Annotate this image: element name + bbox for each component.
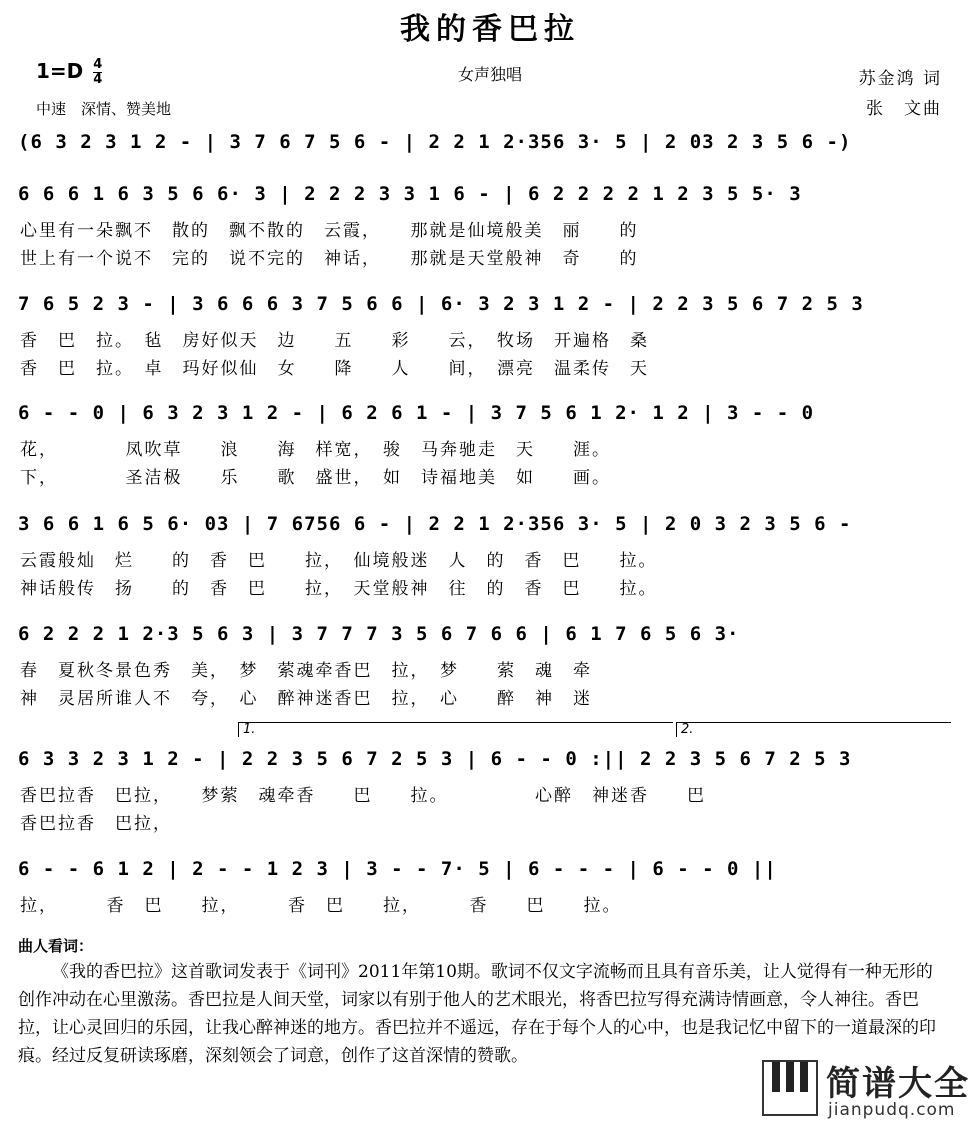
lyric-verse-2: 下， 圣洁极 乐 歌 盛世， 如 诗福地美 如 画。: [20, 468, 611, 488]
watermark-brand: 简谱大全: [826, 1064, 970, 1104]
composer-credit: 张 文曲: [866, 99, 942, 119]
notation-line: (6 3 2 3 1 2 - | 3 7 6 7 5 6 - | 2 2 1 2·356 3· 5 | 2 03 2 3 5 6 -): [18, 131, 852, 153]
commentary-heading: 曲人看词：: [18, 937, 94, 955]
watermark-logo: [762, 1056, 977, 1122]
lyric-verse-2: 神 灵居所谁人不 夸， 心 醉神迷香巴 拉， 心 醉 神 迷: [20, 689, 592, 709]
score-system: [18, 290, 962, 379]
lyric-verse-2: 世上有一个说不 完的 说不完的 神话， 那就是天堂般神 奇 的: [20, 249, 639, 269]
score-system: [18, 745, 962, 834]
tempo-marking: 中速 深情、赞美地: [36, 100, 172, 118]
lyric-verse-1: 香巴拉香 巴拉， 梦萦 魂牵香 巴 拉。 心醉 神迷香 巴: [20, 786, 706, 806]
lyric-verse-1: 香 巴 拉。 毡 房好似天 边 五 彩 云， 牧场 开遍格 桑: [20, 331, 649, 351]
score-system: [18, 510, 962, 599]
score-system: [18, 180, 962, 269]
notation-line: 6 3 3 2 3 1 2 - | 2 2 3 5 6 7 2 5 3 | 6 - - 0 :|| 2 2 3 5 6 7 2 5 3: [18, 748, 852, 770]
lyricist-credit: 苏金鸿 词: [858, 69, 942, 89]
performer-label: 女声独唱: [457, 65, 522, 84]
key-label: 1=D: [36, 59, 84, 83]
score-system: [18, 399, 962, 488]
commentary-text: 《我的香巴拉》这首歌词发表于《词刊》2011年第10期。歌词不仅文字流畅而且具有音乐美，让人觉得有一种无形的创作冲动在心里激荡。香巴拉是人间天堂，词家以有别于他人的艺术眼光，将香巴拉写得充满诗情画意，令人神往。香巴拉，让心灵回归的乐园，让我心醉神迷的地方。香巴拉并不遥远，存在于每个人的心中，也是我记忆中留下的一道最深的印痕。经过反复研读琢磨，深刻领会了词意，创作了这首深情的赞歌。: [18, 962, 936, 1066]
lyric-verse-1: 花， 凤吹草 浪 海 样宽， 骏 马奔驰走 天 涯。: [20, 440, 611, 460]
lyric-verse-1: 心里有一朵飘不 散的 飘不散的 云霞， 那就是仙境般美 丽 的: [20, 221, 639, 241]
notation-line: 6 6 6 1 6 3 5 6 6· 3 | 2 2 2 3 3 1 6 - | 6 2 2 2 2 1 2 3 5 5· 3: [18, 183, 802, 205]
notation-line: 6 - - 6 1 2 | 2 - - 1 2 3 | 3 - - 7· 5 | 6 - - - | 6 - - 0 ||: [18, 858, 777, 880]
watermark-url: jianpudq.com: [828, 1100, 956, 1120]
time-sig-top: 4: [93, 57, 103, 72]
lyric-verse-2: 神话般传 扬 的 香 巴 拉， 天堂般神 往 的 香 巴 拉。: [20, 579, 658, 599]
lyric-verse-1: 拉， 香 巴 拉， 香 巴 拉， 香 巴 拉。: [20, 896, 622, 916]
notation-line: 6 - - 0 | 6 3 2 3 1 2 - | 6 2 6 1 - | 3 7 5 6 1 2· 1 2 | 3 - - 0: [18, 402, 815, 424]
lyric-verse-1: 春 夏秋冬景色秀 美， 梦 萦魂牵香巴 拉， 梦 萦 魂 牵: [20, 661, 592, 681]
lyric-verse-2: 香巴拉香 巴拉，: [20, 814, 172, 834]
notation-line: 3 6 6 1 6 5 6· 03 | 7 6756 6 - | 2 2 1 2·356 3· 5 | 2 0 3 2 3 5 6 -: [18, 513, 852, 535]
song-title: 我的香巴拉: [400, 12, 580, 47]
time-sig-bottom: 4: [93, 72, 103, 87]
second-ending-bracket: 2.: [676, 722, 951, 737]
first-ending-bracket: 1.: [238, 722, 673, 737]
score-system-final: [18, 855, 962, 929]
notation-line: 6 2 2 2 1 2·3 5 6 3 | 3 7 7 7 3 5 6 7 6 6 | 6 1 7 6 5 6 3·: [18, 623, 740, 645]
notation-line: 7 6 5 2 3 - | 3 6 6 6 3 7 5 6 6 | 6· 3 2 3 1 2 - | 2 2 3 5 6 7 2 5 3: [18, 293, 864, 315]
lyric-verse-1: 云霞般灿 烂 的 香 巴 拉， 仙境般迷 人 的 香 巴 拉。: [20, 551, 658, 571]
score-system: [18, 620, 962, 709]
lyric-verse-2: 香 巴 拉。 卓 玛好似仙 女 降 人 间， 漂亮 温柔传 天: [20, 359, 649, 379]
piano-keys-icon: [762, 1060, 818, 1116]
